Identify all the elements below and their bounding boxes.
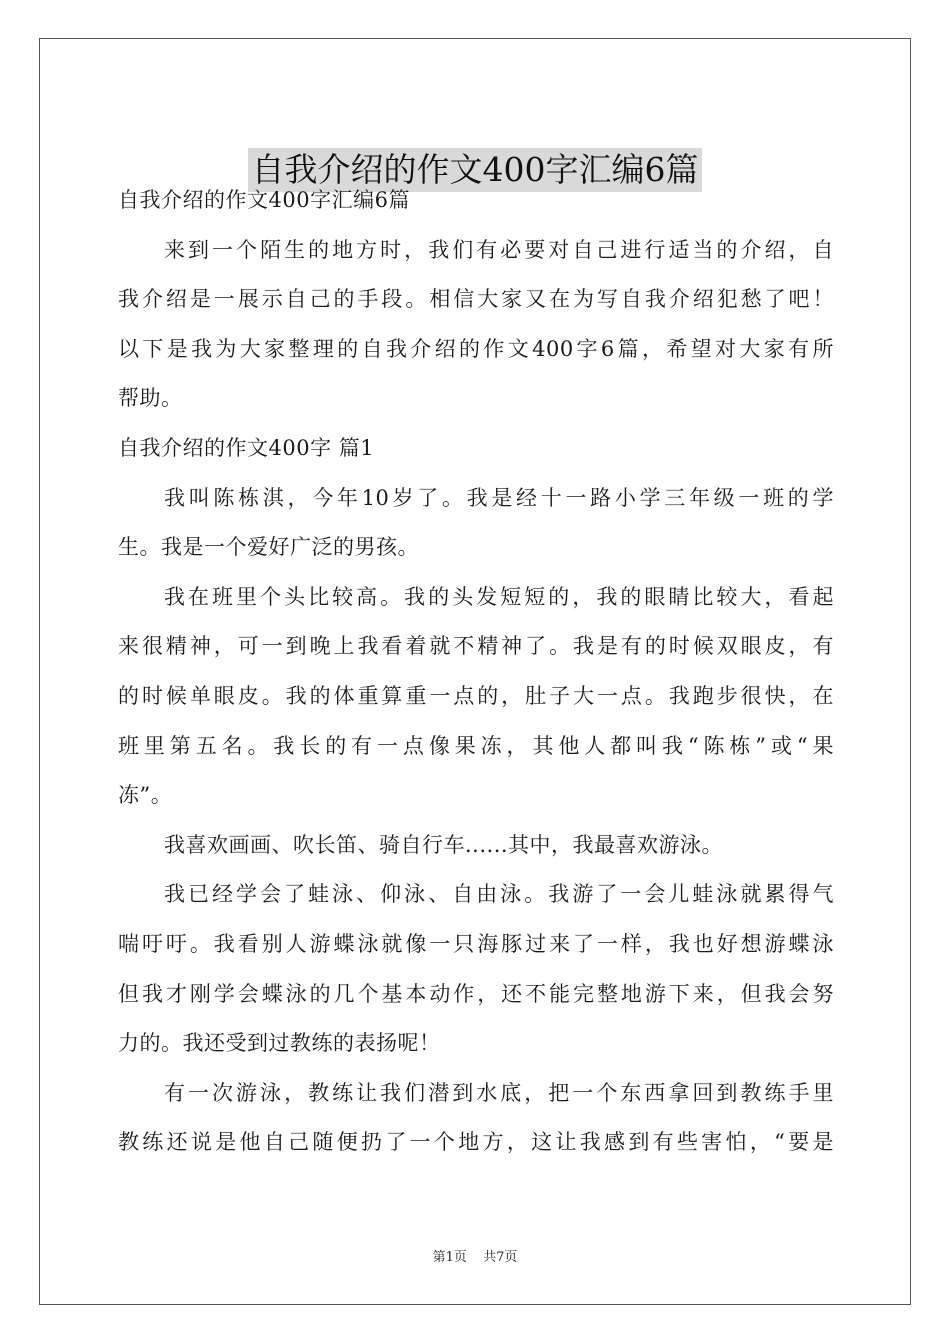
page-number: 第1页 bbox=[432, 1250, 467, 1265]
text-line: 班里第五名。我长的有一点像果冻，其他人都叫我“陈栋”或“果 bbox=[118, 733, 834, 758]
text-line: 我叫陈栋淇，今年10岁了。我是经十一路小学三年级一班的学 bbox=[164, 485, 834, 510]
text-line: 我已经学会了蛙泳、仰泳、自由泳。我游了一会儿蛙泳就累得气 bbox=[164, 882, 834, 907]
text-line: 我喜欢画画、吹长笛、骑自行车......其中，我最喜欢游泳。 bbox=[164, 832, 724, 857]
page-total: 共7页 bbox=[483, 1250, 518, 1265]
text-line: 的时候单眼皮。我的体重算重一点的，肚子大一点。我跑步很快，在 bbox=[118, 683, 834, 708]
text-line: 生。我是一个爱好广泛的男孩。 bbox=[118, 535, 419, 560]
text-line: 来到一个陌生的地方时，我们有必要对自己进行适当的介绍，自 bbox=[164, 237, 834, 262]
text-line: 来很精神，可一到晚上我看着就不精神了。我是有的时候双眼皮，有 bbox=[118, 634, 834, 659]
text-line: 我介绍是一展示自己的手段。相信大家又在为写自我介绍犯愁了吧！ bbox=[118, 287, 834, 312]
text-line: 有一次游泳，教练让我们潜到水底，把一个东西拿回到教练手里 bbox=[164, 1080, 834, 1105]
text-line: 自我介绍的作文400字汇编6篇 bbox=[118, 188, 410, 212]
text-line: 我在班里个头比较高。我的头发短短的，我的眼睛比较大，看起 bbox=[164, 584, 834, 609]
document-body bbox=[118, 176, 834, 1168]
text-line: 帮助。 bbox=[118, 386, 183, 411]
text-line: 以下是我为大家整理的自我介绍的作文400字6篇，希望对大家有所 bbox=[118, 336, 834, 361]
text-line: 喘吁吁。我看别人游蝶泳就像一只海豚过来了一样，我也好想游蝶泳 bbox=[118, 931, 834, 956]
text-line: 力的。我还受到过教练的表扬呢！ bbox=[118, 1031, 441, 1056]
page-footer bbox=[0, 1246, 950, 1265]
text-line: 教练还说是他自己随便扔了一个地方，这让我感到有些害怕，“要是 bbox=[118, 1130, 834, 1155]
text-line: 自我介绍的作文400字 篇1 bbox=[118, 435, 375, 460]
document-title: 自我介绍的作文400字汇编6篇 bbox=[248, 148, 703, 192]
text-line: 但我才刚学会蝶泳的几个基本动作，还不能完整地游下来，但我会努 bbox=[118, 981, 834, 1006]
text-line: 冻”。 bbox=[118, 783, 173, 808]
